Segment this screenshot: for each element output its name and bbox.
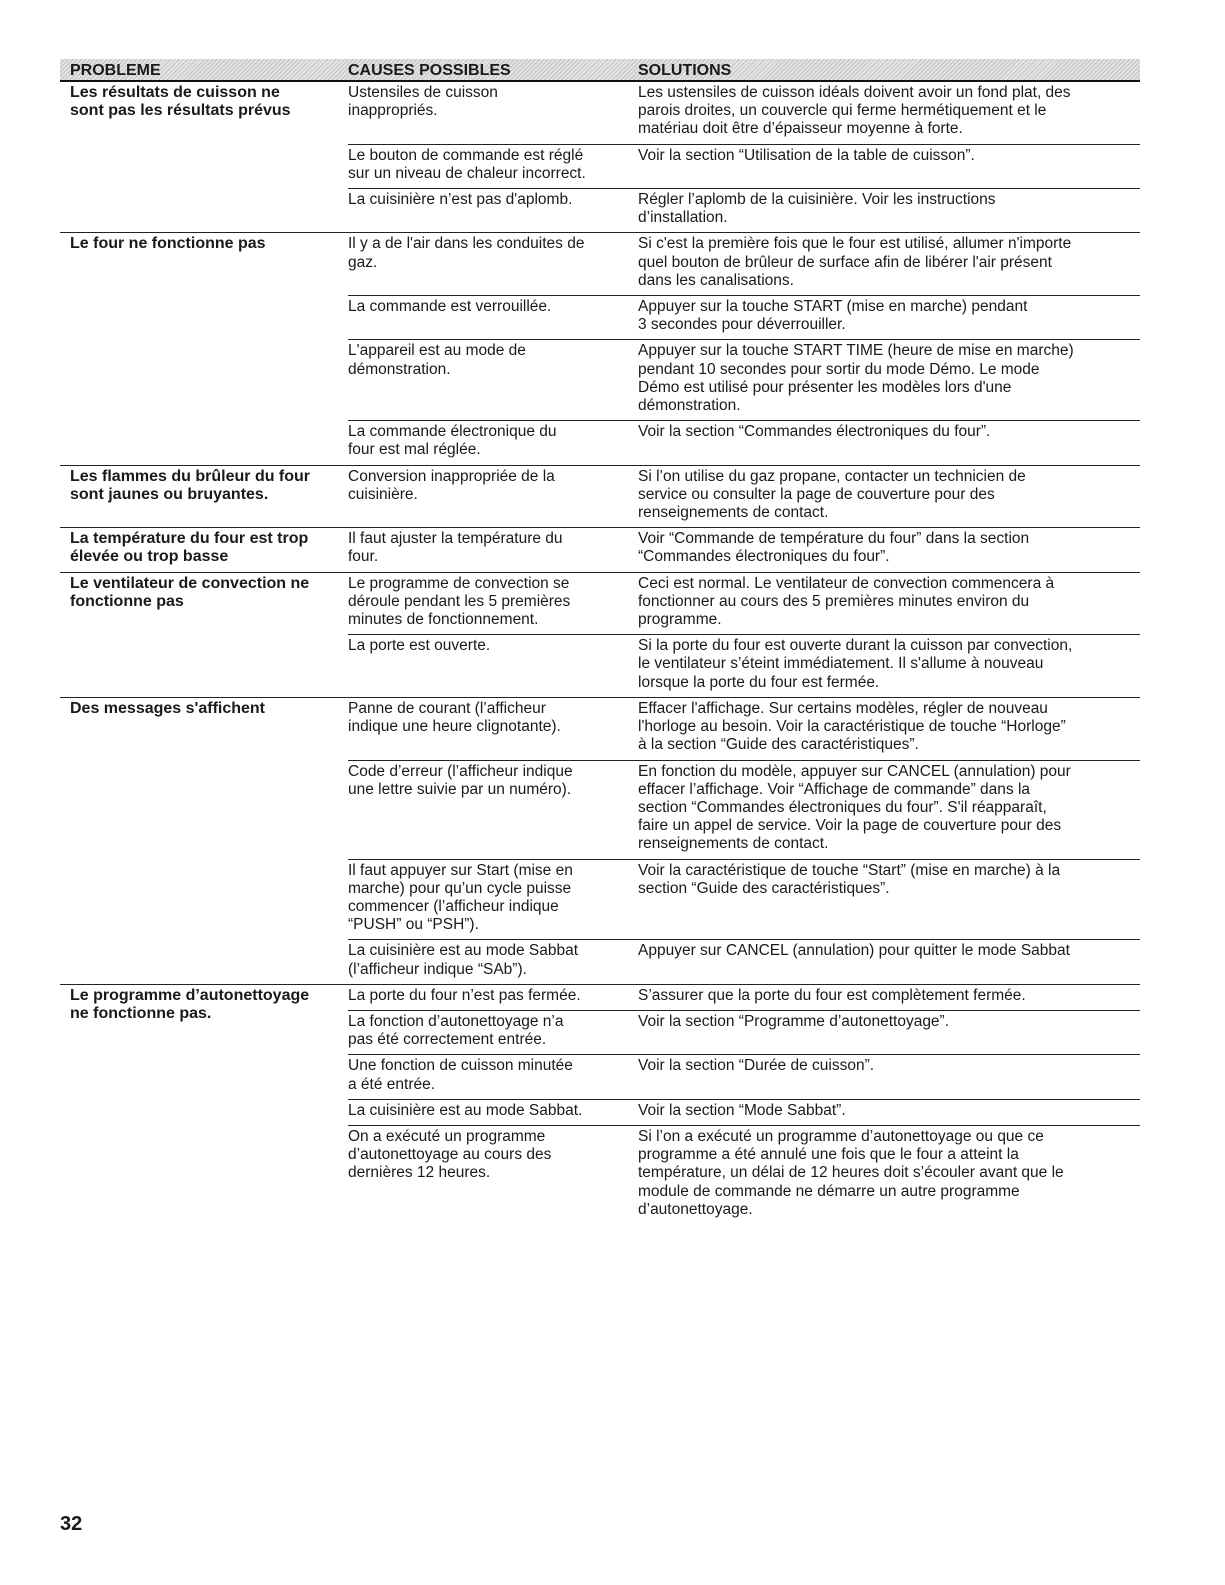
cause-solution-list (348, 573, 1140, 697)
problem-group (60, 985, 1140, 1224)
problem-group (60, 528, 1140, 572)
cause-cell: La porte du four n’est pas fermée. (348, 986, 581, 1004)
solution-cell: S’assurer que la porte du four est complètement fermée. (638, 986, 1026, 1004)
table-row (348, 189, 1140, 232)
problem-group (60, 233, 1140, 465)
table-row (348, 1055, 1140, 1099)
table-row (348, 1100, 1140, 1126)
header-solutions: SOLUTIONS (638, 62, 732, 79)
cause-solution-list (348, 528, 1140, 571)
cause-cell: Le programme de convection se déroule pendant les 5 premières minutes de fonctionnement. (348, 574, 571, 629)
table-row (348, 233, 1140, 296)
cause-solution-list (348, 698, 1140, 984)
problem-label: La température du four est trop élevée ou trop basse (70, 530, 309, 566)
table-row (348, 698, 1140, 761)
solution-cell: Voir “Commande de température du four” dans la section “Commandes électroniques du four”. (638, 530, 1030, 566)
problem-group (60, 466, 1140, 529)
solution-cell: Voir la section “Mode Sabbat”. (638, 1101, 846, 1119)
header-causes: CAUSES POSSIBLES (348, 62, 511, 79)
table-row (348, 1011, 1140, 1055)
table-row (348, 340, 1140, 421)
header-problem: PROBLEME (70, 62, 161, 79)
table-row (348, 635, 1140, 697)
problem-group (60, 698, 1140, 985)
cause-cell: Il faut ajuster la température du four. (348, 530, 563, 566)
problem-group (60, 573, 1140, 698)
cause-solution-list (348, 82, 1140, 232)
solution-cell: Si la porte du four est ouverte durant la cuisson par convection, le ventilateur s’éteint immédiatement. Il s'allume à nouveau lorsque la porte du four est fermée. (638, 637, 1073, 691)
troubleshooting-table (60, 59, 1140, 1224)
cause-cell: La cuisinière n’est pas d'aplomb. (348, 191, 573, 209)
table-body (60, 82, 1140, 1224)
cause-cell: La cuisinière est au mode Sabbat. (348, 1101, 583, 1119)
table-row (348, 466, 1140, 528)
cause-cell: La cuisinière est au mode Sabbat (l’afficheur indique “SAb”). (348, 942, 579, 978)
cause-cell: Une fonction de cuisson minutée a été entrée. (348, 1057, 573, 1093)
cause-cell: La fonction d’autonettoyage n’a pas été correctement entrée. (348, 1012, 564, 1049)
cause-cell: Ustensiles de cuisson inappropriés. (348, 84, 498, 120)
problem-label: Le ventilateur de convection ne fonctionne pas (70, 574, 310, 610)
solution-cell: Voir la section “Utilisation de la table de cuisson”. (638, 146, 975, 164)
solution-cell: Appuyer sur la touche START (mise en marche) pendant 3 secondes pour déverrouiller. (638, 298, 1028, 334)
cause-solution-list (348, 233, 1140, 464)
solution-cell: Si l’on a exécuté un programme d’autonettoyage ou que ce programme a été annulé une fois que le four a atteint la température, un délai de 12 heures doit s’écouler avant que le module de commande ne démarre un autre programme d’autonettoyage. (638, 1127, 1064, 1218)
solution-cell: Appuyer sur la touche START TIME (heure de mise en marche) pendant 10 secondes pour sortir du mode Démo. Le mode Démo est utilisé pour présenter les modèles lors d'une démonstration. (638, 342, 1074, 415)
problem-label: Les résultats de cuisson ne sont pas les résultats prévus (70, 84, 291, 119)
table-row (348, 296, 1140, 340)
table-row (348, 573, 1140, 636)
solution-cell: Ceci est normal. Le ventilateur de convection commencera à fonctionner au cours des 5 premières minutes environ du programme. (638, 574, 1055, 629)
table-row (348, 860, 1140, 941)
solution-cell: En fonction du modèle, appuyer sur CANCEL (annulation) pour effacer l’affichage. Voir “Affichage de commande” dans la section “Commandes électroniques du four”. S'il réapparaît, faire un appel de service. Voir la page de couverture pour des renseignements de contact. (638, 762, 1071, 853)
problem-label: Les flammes du brûleur du four sont jaunes ou bruyantes. (70, 467, 311, 503)
page-number: 32 (60, 1513, 83, 1535)
problem-label: Le programme d’autonettoyage ne fonctionne pas. (70, 986, 310, 1022)
cause-cell: Il faut appuyer sur Start (mise en marche) pour qu’un cycle puisse commencer (l’afficheur indique “PUSH” ou “PSH”). (348, 861, 573, 934)
table-row (348, 421, 1140, 464)
solution-cell: Voir la caractéristique de touche “Start” (mise en marche) à la section “Guide des caractéristiques”. (638, 861, 1061, 897)
solution-cell: Si c'est la première fois que le four est utilisé, allumer n'importe quel bouton de brûleur de surface afin de libérer l'air présent dans les canalisations. (638, 235, 1072, 289)
solution-cell: Effacer l'affichage. Sur certains modèles, régler de nouveau l'horloge au besoin. Voir la caractéristique de touche “Horloge” à la section “Guide des caractéristiques”. (638, 699, 1066, 754)
cause-cell: Le bouton de commande est réglé sur un niveau de chaleur incorrect. (348, 146, 586, 182)
problem-group (60, 82, 1140, 233)
table-row (348, 1126, 1140, 1224)
cause-solution-list (348, 466, 1140, 528)
solution-cell: Si l’on utilise du gaz propane, contacter un technicien de service ou consulter la page de couverture pour des renseignements de contact. (638, 467, 1026, 522)
problem-label: Le four ne fonctionne pas (70, 235, 266, 253)
solution-cell: Les ustensiles de cuisson idéals doivent avoir un fond plat, des parois droites, un couvercle qui ferme hermétiquement et le matériau doit être d’épaisseur moyenne à forte. (638, 84, 1071, 138)
cause-cell: On a exécuté un programme d’autonettoyage au cours des dernières 12 heures. (348, 1127, 552, 1182)
problem-label: Des messages s'affichent (70, 699, 266, 717)
cause-cell: L'appareil est au mode de démonstration. (348, 342, 526, 378)
cause-cell: La porte est ouverte. (348, 637, 491, 655)
solution-cell: Régler l’aplomb de la cuisinière. Voir les instructions d’installation. (638, 191, 996, 227)
table-row (348, 82, 1140, 145)
cause-solution-list (348, 985, 1140, 1224)
cause-cell: Il y a de l'air dans les conduites de gaz. (348, 235, 585, 271)
cause-cell: Conversion inappropriée de la cuisinière. (348, 467, 555, 503)
table-row (348, 985, 1140, 1011)
table-row (348, 528, 1140, 571)
solution-cell: Appuyer sur CANCEL (annulation) pour quitter le mode Sabbat (638, 942, 1070, 960)
cause-cell: Code d’erreur (l’afficheur indique une lettre suivie par un numéro). (348, 762, 573, 798)
cause-cell: Panne de courant (l’afficheur indique une heure clignotante). (348, 699, 561, 736)
table-row (348, 145, 1140, 189)
cause-cell: La commande est verrouillée. (348, 298, 552, 316)
solution-cell: Voir la section “Programme d’autonettoyage”. (638, 1012, 950, 1030)
table-header (60, 59, 1140, 82)
solution-cell: Voir la section “Commandes électroniques du four”. (638, 423, 991, 441)
table-row (348, 940, 1140, 983)
table-row (348, 761, 1140, 860)
solution-cell: Voir la section “Durée de cuisson”. (638, 1057, 875, 1075)
cause-cell: La commande électronique du four est mal réglée. (348, 423, 557, 459)
